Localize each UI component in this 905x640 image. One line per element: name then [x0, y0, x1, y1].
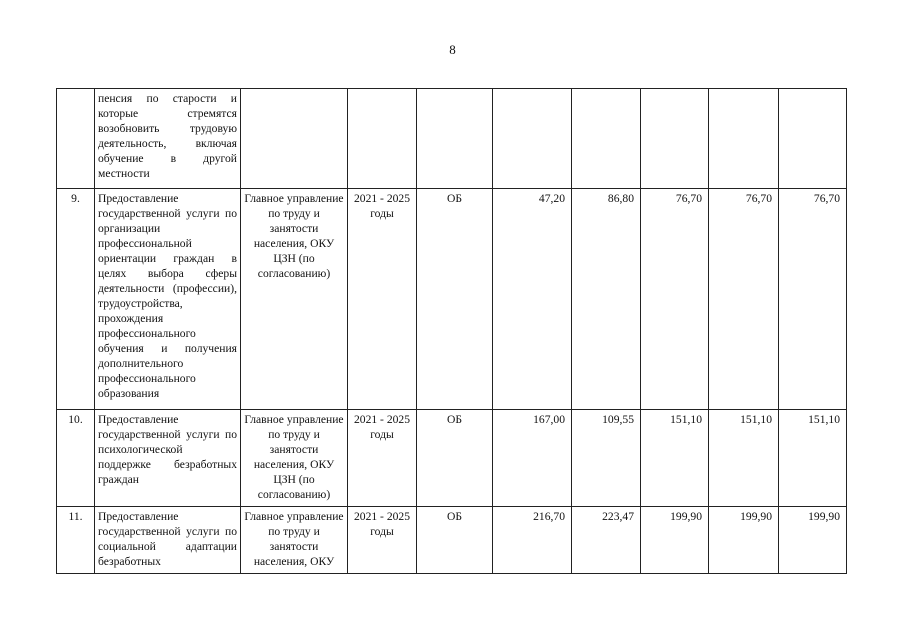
- period-cell: 2021 - 2025 годы: [348, 189, 417, 410]
- value-cell: 109,55: [572, 410, 641, 507]
- value-cell: 199,90: [641, 507, 709, 574]
- period-cell: 2021 - 2025 годы: [348, 410, 417, 507]
- value-cell: 216,70: [493, 507, 572, 574]
- value-cell: 47,20: [493, 189, 572, 410]
- value-cell: 199,90: [709, 507, 779, 574]
- funding-source-cell: ОБ: [417, 189, 493, 410]
- value-cell: [709, 89, 779, 189]
- table-row: [57, 507, 847, 574]
- value-cell: 199,90: [779, 507, 847, 574]
- value-cell: 151,10: [709, 410, 779, 507]
- measure-description: Предоставление государственной услуги по психологической поддержке безработных граждан: [95, 410, 241, 507]
- row-number: 11.: [57, 507, 95, 574]
- program-table: [56, 88, 847, 574]
- measure-description: Предоставление государственной услуги по социальной адаптации безработных: [95, 507, 241, 574]
- funding-source-cell: [417, 89, 493, 189]
- executor-cell: [241, 89, 348, 189]
- executor-cell: Главное управление по труду и занятости населения, ОКУ: [241, 507, 348, 574]
- value-cell: [779, 89, 847, 189]
- value-cell: 86,80: [572, 189, 641, 410]
- measure-description: пенсия по старости и которые стремятся возобновить трудовую деятельность, включая обучение в другой местности: [95, 89, 241, 189]
- value-cell: [493, 89, 572, 189]
- value-cell: [641, 89, 709, 189]
- measure-description: Предоставление государственной услуги по организации профессиональной ориентации граждан в целях выбора сферы деятельности (профессии), трудоустройства, прохождения профессионального обучения и получения дополнительного профессионального образования: [95, 189, 241, 410]
- funding-source-cell: ОБ: [417, 507, 493, 574]
- value-cell: 151,10: [641, 410, 709, 507]
- executor-cell: Главное управление по труду и занятости населения, ОКУ ЦЗН (по согласованию): [241, 189, 348, 410]
- value-cell: 76,70: [779, 189, 847, 410]
- value-cell: 76,70: [641, 189, 709, 410]
- row-number: [57, 89, 95, 189]
- funding-source-cell: ОБ: [417, 410, 493, 507]
- value-cell: 223,47: [572, 507, 641, 574]
- executor-cell: Главное управление по труду и занятости населения, ОКУ ЦЗН (по согласованию): [241, 410, 348, 507]
- value-cell: 167,00: [493, 410, 572, 507]
- page-number: 8: [449, 42, 456, 57]
- table-row: [57, 89, 847, 189]
- period-cell: 2021 - 2025 годы: [348, 507, 417, 574]
- table-row: [57, 189, 847, 410]
- value-cell: 76,70: [709, 189, 779, 410]
- value-cell: 151,10: [779, 410, 847, 507]
- value-cell: [572, 89, 641, 189]
- row-number: 9.: [57, 189, 95, 410]
- row-number: 10.: [57, 410, 95, 507]
- table-row: [57, 410, 847, 507]
- period-cell: [348, 89, 417, 189]
